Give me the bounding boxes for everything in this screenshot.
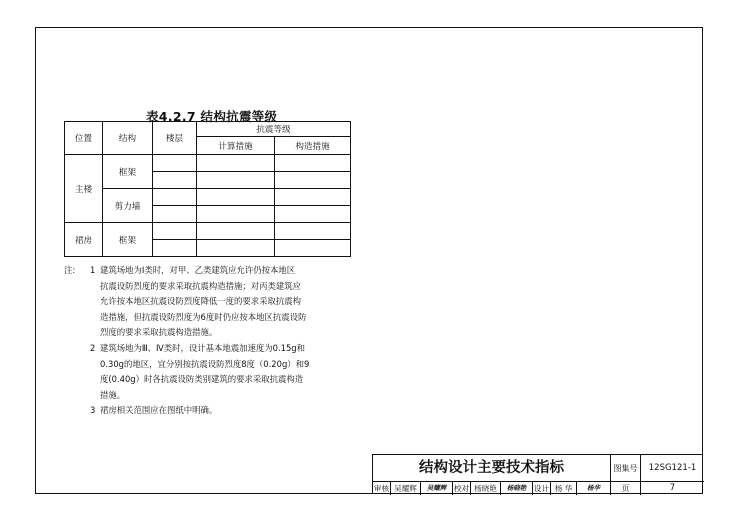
cell [275, 240, 351, 257]
notes-indent [64, 341, 90, 403]
note-line: 措施。 [100, 389, 126, 400]
drawing-frame [35, 27, 703, 494]
header-calc-measures: 计算措施 [197, 137, 275, 155]
cell [197, 240, 275, 257]
atlas-label: 图集号 [611, 455, 641, 482]
review-signature: 吴耀辉 [421, 482, 453, 495]
cell [197, 206, 275, 223]
notes [64, 263, 364, 419]
cell [153, 240, 197, 257]
design-signature: 杨华 [577, 482, 611, 495]
note-line: 0.30g的地区，宜分别按抗震设防烈度8度（0.20g）和9 [100, 358, 310, 369]
note-line: 裙房相关范围应在图纸中明确。 [100, 405, 218, 416]
table-row [65, 223, 351, 240]
note-line: 烈度的要求采取抗震构造措施。 [100, 327, 218, 338]
cell [275, 155, 351, 172]
note-text [100, 403, 364, 419]
note-item-2 [64, 341, 364, 403]
notes-lead: 注: [64, 265, 76, 275]
page-label: 页 [611, 482, 641, 495]
check-label: 校对 [453, 484, 470, 493]
page-number: 7 [669, 483, 676, 493]
cell [275, 223, 351, 240]
note-number: 1 [90, 265, 96, 275]
table-title: 表4.2.7 结构抗震等级 [146, 109, 278, 124]
note-line: 抗震设防烈度的要求采取抗震构造措施；对丙类建筑应 [100, 280, 301, 291]
row-shear-wall: 剪力墙 [103, 189, 153, 223]
header-seismic-grade: 抗震等级 [197, 122, 351, 137]
check-signature: 杨晓艳 [501, 482, 533, 495]
cell [153, 172, 197, 189]
cell [197, 223, 275, 240]
cell [197, 172, 275, 189]
header-construct-measures: 构造措施 [275, 137, 351, 155]
atlas-number: 12SG121-1 [641, 455, 704, 482]
title-block [372, 454, 703, 494]
cell [275, 172, 351, 189]
notes-indent [64, 403, 90, 419]
note-line: 度(0.40g）时各抗震设防类别建筑的要求采取抗震构造 [100, 374, 304, 385]
review-name: 吴耀辉 [391, 482, 421, 495]
cell [197, 155, 275, 172]
header-structure: 结构 [103, 122, 153, 155]
note-line: 造措施，但抗震设防烈度为6度时仍应按本地区抗震设防 [100, 311, 307, 322]
cell [153, 155, 197, 172]
cell [153, 223, 197, 240]
note-line: 允许按本地区抗震设防烈度降低一度的要求采取抗震构 [100, 296, 301, 307]
note-line: 建筑场地为Ⅰ类时，对甲、乙类建筑应允许仍按本地区 [100, 265, 296, 275]
note-text [100, 263, 364, 341]
table-row [65, 189, 351, 206]
seismic-grade-table [64, 121, 351, 257]
row-frame: 框架 [103, 155, 153, 189]
note-number: 2 [90, 342, 96, 353]
table-header-row-1 [65, 122, 351, 137]
check-name: 杨晓艳 [471, 482, 501, 495]
group-podium: 裙房 [65, 223, 103, 257]
header-floor: 楼层 [153, 122, 197, 155]
signature-row [373, 482, 611, 495]
header-position: 位置 [65, 122, 103, 155]
design-label: 设计 [533, 484, 550, 493]
cell [275, 189, 351, 206]
note-number: 3 [90, 405, 96, 416]
cell [275, 206, 351, 223]
cell [153, 189, 197, 206]
drawing-title: 结构设计主要技术指标 [373, 455, 611, 482]
group-main: 主楼 [65, 155, 103, 223]
design-name: 杨 华 [551, 482, 577, 495]
table-row [65, 155, 351, 172]
cell [197, 189, 275, 206]
cell [153, 206, 197, 223]
note-line: 建筑场地为Ⅲ、Ⅳ类时，设计基本地震加速度为0.15g和 [100, 342, 305, 353]
note-item-3 [64, 403, 364, 419]
review-label: 审核 [373, 484, 390, 493]
note-item-1 [64, 263, 364, 341]
row-podium-frame: 框架 [103, 223, 153, 257]
note-text [100, 341, 364, 403]
